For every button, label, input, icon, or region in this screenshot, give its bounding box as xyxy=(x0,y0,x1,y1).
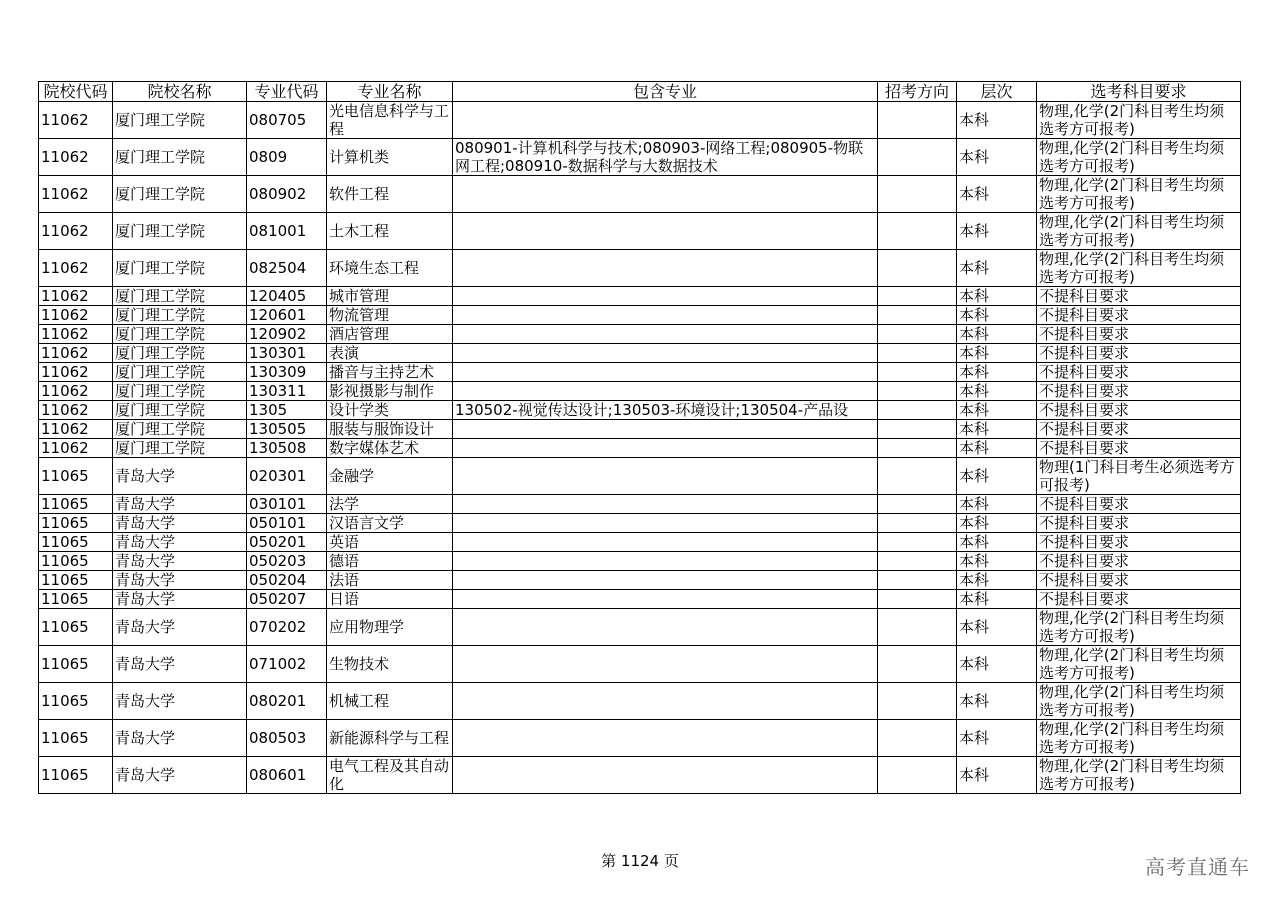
cell-school-name: 青岛大学 xyxy=(113,609,247,646)
cell-school-name: 青岛大学 xyxy=(113,571,247,590)
cell-major-name: 电气工程及其自动化 xyxy=(327,757,453,794)
cell-school-code: 11065 xyxy=(39,458,113,495)
table-row xyxy=(39,514,1241,533)
cell-school-code: 11065 xyxy=(39,495,113,514)
cell-level: 本科 xyxy=(957,439,1037,458)
cell-major-name: 光电信息科学与工程 xyxy=(327,102,453,139)
cell-subject-requirement: 不提科目要求 xyxy=(1037,571,1241,590)
cell-included-majors xyxy=(453,363,878,382)
cell-included-majors xyxy=(453,757,878,794)
cell-school-name: 青岛大学 xyxy=(113,533,247,552)
table-row xyxy=(39,646,1241,683)
cell-level: 本科 xyxy=(957,363,1037,382)
cell-major-name: 日语 xyxy=(327,590,453,609)
cell-major-code: 030101 xyxy=(247,495,327,514)
cell-school-code: 11065 xyxy=(39,646,113,683)
cell-school-name: 青岛大学 xyxy=(113,552,247,571)
cell-included-majors xyxy=(453,420,878,439)
cell-level: 本科 xyxy=(957,344,1037,363)
table-row xyxy=(39,139,1241,176)
cell-major-name: 设计学类 xyxy=(327,401,453,420)
cell-included-majors xyxy=(453,590,878,609)
cell-included-majors xyxy=(453,344,878,363)
cell-subject-requirement: 不提科目要求 xyxy=(1037,287,1241,306)
header-major-code: 专业代码 xyxy=(247,82,327,102)
cell-included-majors xyxy=(453,250,878,287)
cell-direction xyxy=(878,382,957,401)
cell-major-name: 应用物理学 xyxy=(327,609,453,646)
header-school-code: 院校代码 xyxy=(39,82,113,102)
cell-direction xyxy=(878,533,957,552)
cell-school-code: 11062 xyxy=(39,344,113,363)
cell-direction xyxy=(878,609,957,646)
cell-included-majors xyxy=(453,720,878,757)
cell-included-majors xyxy=(453,306,878,325)
cell-subject-requirement: 物理,化学(2门科目考生均须选考方可报考) xyxy=(1037,139,1241,176)
cell-level: 本科 xyxy=(957,571,1037,590)
table-row xyxy=(39,363,1241,382)
cell-major-code: 050201 xyxy=(247,533,327,552)
cell-subject-requirement: 不提科目要求 xyxy=(1037,533,1241,552)
cell-school-name: 厦门理工学院 xyxy=(113,382,247,401)
cell-direction xyxy=(878,571,957,590)
cell-direction xyxy=(878,552,957,571)
cell-school-code: 11062 xyxy=(39,439,113,458)
cell-school-code: 11062 xyxy=(39,102,113,139)
table-row xyxy=(39,590,1241,609)
cell-level: 本科 xyxy=(957,382,1037,401)
cell-major-code: 130301 xyxy=(247,344,327,363)
cell-level: 本科 xyxy=(957,514,1037,533)
cell-subject-requirement: 不提科目要求 xyxy=(1037,590,1241,609)
cell-included-majors xyxy=(453,439,878,458)
table-row xyxy=(39,250,1241,287)
cell-included-majors xyxy=(453,533,878,552)
cell-level: 本科 xyxy=(957,683,1037,720)
cell-level: 本科 xyxy=(957,646,1037,683)
cell-school-name: 厦门理工学院 xyxy=(113,401,247,420)
cell-major-code: 081001 xyxy=(247,213,327,250)
cell-direction xyxy=(878,720,957,757)
cell-major-code: 080201 xyxy=(247,683,327,720)
cell-included-majors xyxy=(453,325,878,344)
cell-level: 本科 xyxy=(957,495,1037,514)
cell-subject-requirement: 物理,化学(2门科目考生均须选考方可报考) xyxy=(1037,102,1241,139)
cell-major-name: 机械工程 xyxy=(327,683,453,720)
cell-school-code: 11062 xyxy=(39,287,113,306)
cell-school-code: 11065 xyxy=(39,683,113,720)
cell-school-code: 11062 xyxy=(39,363,113,382)
header-school-name: 院校名称 xyxy=(113,82,247,102)
cell-major-code: 120601 xyxy=(247,306,327,325)
cell-school-name: 厦门理工学院 xyxy=(113,250,247,287)
cell-school-code: 11065 xyxy=(39,757,113,794)
cell-included-majors xyxy=(453,609,878,646)
cell-school-name: 厦门理工学院 xyxy=(113,363,247,382)
table-row xyxy=(39,683,1241,720)
cell-major-code: 050203 xyxy=(247,552,327,571)
cell-direction xyxy=(878,401,957,420)
table-row xyxy=(39,213,1241,250)
cell-school-name: 青岛大学 xyxy=(113,458,247,495)
cell-major-name: 土木工程 xyxy=(327,213,453,250)
cell-major-code: 120902 xyxy=(247,325,327,344)
cell-subject-requirement: 物理,化学(2门科目考生均须选考方可报考) xyxy=(1037,609,1241,646)
cell-subject-requirement: 物理(1门科目考生必须选考方可报考) xyxy=(1037,458,1241,495)
header-row xyxy=(39,82,1241,102)
table-row xyxy=(39,401,1241,420)
cell-school-code: 11062 xyxy=(39,213,113,250)
cell-school-code: 11062 xyxy=(39,401,113,420)
cell-level: 本科 xyxy=(957,458,1037,495)
cell-school-code: 11065 xyxy=(39,533,113,552)
cell-included-majors xyxy=(453,552,878,571)
cell-subject-requirement: 不提科目要求 xyxy=(1037,495,1241,514)
table-row xyxy=(39,552,1241,571)
cell-school-name: 青岛大学 xyxy=(113,646,247,683)
cell-level: 本科 xyxy=(957,325,1037,344)
table-row xyxy=(39,382,1241,401)
cell-major-name: 影视摄影与制作 xyxy=(327,382,453,401)
cell-major-code: 1305 xyxy=(247,401,327,420)
cell-subject-requirement: 物理,化学(2门科目考生均须选考方可报考) xyxy=(1037,683,1241,720)
cell-subject-requirement: 物理,化学(2门科目考生均须选考方可报考) xyxy=(1037,646,1241,683)
cell-school-code: 11062 xyxy=(39,306,113,325)
cell-direction xyxy=(878,590,957,609)
cell-major-code: 120405 xyxy=(247,287,327,306)
table-row xyxy=(39,495,1241,514)
cell-major-code: 070202 xyxy=(247,609,327,646)
cell-school-name: 厦门理工学院 xyxy=(113,176,247,213)
cell-major-code: 080601 xyxy=(247,757,327,794)
cell-major-code: 050204 xyxy=(247,571,327,590)
cell-school-name: 厦门理工学院 xyxy=(113,325,247,344)
cell-major-code: 080902 xyxy=(247,176,327,213)
cell-major-name: 服装与服饰设计 xyxy=(327,420,453,439)
cell-school-code: 11062 xyxy=(39,325,113,344)
cell-level: 本科 xyxy=(957,250,1037,287)
cell-subject-requirement: 物理,化学(2门科目考生均须选考方可报考) xyxy=(1037,213,1241,250)
cell-level: 本科 xyxy=(957,287,1037,306)
cell-major-code: 080705 xyxy=(247,102,327,139)
cell-direction xyxy=(878,683,957,720)
cell-included-majors xyxy=(453,646,878,683)
cell-level: 本科 xyxy=(957,401,1037,420)
cell-subject-requirement: 不提科目要求 xyxy=(1037,439,1241,458)
cell-major-name: 物流管理 xyxy=(327,306,453,325)
cell-direction xyxy=(878,250,957,287)
cell-direction xyxy=(878,306,957,325)
cell-school-name: 厦门理工学院 xyxy=(113,306,247,325)
cell-school-name: 青岛大学 xyxy=(113,683,247,720)
cell-included-majors xyxy=(453,571,878,590)
cell-school-code: 11062 xyxy=(39,139,113,176)
cell-subject-requirement: 不提科目要求 xyxy=(1037,401,1241,420)
page-number: 第 1124 页 xyxy=(601,852,679,870)
table-row xyxy=(39,533,1241,552)
cell-direction xyxy=(878,176,957,213)
cell-major-code: 130508 xyxy=(247,439,327,458)
cell-major-name: 计算机类 xyxy=(327,139,453,176)
cell-school-code: 11065 xyxy=(39,609,113,646)
cell-major-name: 新能源科学与工程 xyxy=(327,720,453,757)
cell-level: 本科 xyxy=(957,306,1037,325)
header-direction: 招考方向 xyxy=(878,82,957,102)
cell-major-code: 071002 xyxy=(247,646,327,683)
cell-school-code: 11065 xyxy=(39,590,113,609)
cell-direction xyxy=(878,458,957,495)
cell-school-name: 厦门理工学院 xyxy=(113,420,247,439)
cell-major-code: 080503 xyxy=(247,720,327,757)
cell-school-code: 11062 xyxy=(39,420,113,439)
cell-included-majors xyxy=(453,458,878,495)
cell-school-name: 青岛大学 xyxy=(113,590,247,609)
cell-school-code: 11065 xyxy=(39,514,113,533)
cell-subject-requirement: 不提科目要求 xyxy=(1037,552,1241,571)
cell-level: 本科 xyxy=(957,609,1037,646)
table-row xyxy=(39,439,1241,458)
cell-school-name: 厦门理工学院 xyxy=(113,213,247,250)
table-row xyxy=(39,571,1241,590)
cell-included-majors: 130502-视觉传达设计;130503-环境设计;130504-产品设 xyxy=(453,401,878,420)
cell-subject-requirement: 不提科目要求 xyxy=(1037,514,1241,533)
cell-school-name: 青岛大学 xyxy=(113,757,247,794)
cell-major-name: 播音与主持艺术 xyxy=(327,363,453,382)
cell-direction xyxy=(878,344,957,363)
cell-included-majors xyxy=(453,176,878,213)
cell-direction xyxy=(878,213,957,250)
cell-major-name: 城市管理 xyxy=(327,287,453,306)
cell-included-majors xyxy=(453,287,878,306)
cell-level: 本科 xyxy=(957,533,1037,552)
cell-direction xyxy=(878,439,957,458)
cell-major-name: 环境生态工程 xyxy=(327,250,453,287)
cell-subject-requirement: 不提科目要求 xyxy=(1037,344,1241,363)
cell-level: 本科 xyxy=(957,176,1037,213)
cell-subject-requirement: 物理,化学(2门科目考生均须选考方可报考) xyxy=(1037,176,1241,213)
cell-major-code: 050207 xyxy=(247,590,327,609)
cell-included-majors xyxy=(453,382,878,401)
cell-school-name: 厦门理工学院 xyxy=(113,439,247,458)
table-row xyxy=(39,176,1241,213)
cell-direction xyxy=(878,287,957,306)
cell-level: 本科 xyxy=(957,757,1037,794)
cell-major-name: 酒店管理 xyxy=(327,325,453,344)
cell-direction xyxy=(878,325,957,344)
cell-included-majors: 080901-计算机科学与技术;080903-网络工程;080905-物联网工程;080910-数据科学与大数据技术 xyxy=(453,139,878,176)
header-included-majors: 包含专业 xyxy=(453,82,878,102)
table-row xyxy=(39,420,1241,439)
cell-included-majors xyxy=(453,495,878,514)
cell-level: 本科 xyxy=(957,720,1037,757)
cell-major-code: 0809 xyxy=(247,139,327,176)
cell-level: 本科 xyxy=(957,139,1037,176)
cell-included-majors xyxy=(453,102,878,139)
cell-school-name: 青岛大学 xyxy=(113,720,247,757)
cell-major-code: 130309 xyxy=(247,363,327,382)
cell-major-code: 050101 xyxy=(247,514,327,533)
cell-school-code: 11062 xyxy=(39,250,113,287)
cell-school-code: 11065 xyxy=(39,720,113,757)
table-row xyxy=(39,458,1241,495)
cell-major-name: 数字媒体艺术 xyxy=(327,439,453,458)
cell-school-name: 厦门理工学院 xyxy=(113,287,247,306)
header-major-name: 专业名称 xyxy=(327,82,453,102)
cell-included-majors xyxy=(453,683,878,720)
cell-major-name: 金融学 xyxy=(327,458,453,495)
cell-school-name: 厦门理工学院 xyxy=(113,102,247,139)
cell-direction xyxy=(878,757,957,794)
cell-major-name: 法语 xyxy=(327,571,453,590)
cell-subject-requirement: 不提科目要求 xyxy=(1037,325,1241,344)
cell-direction xyxy=(878,363,957,382)
cell-major-code: 130311 xyxy=(247,382,327,401)
table-row xyxy=(39,720,1241,757)
cell-school-name: 青岛大学 xyxy=(113,495,247,514)
cell-level: 本科 xyxy=(957,420,1037,439)
cell-subject-requirement: 物理,化学(2门科目考生均须选考方可报考) xyxy=(1037,757,1241,794)
cell-major-code: 130505 xyxy=(247,420,327,439)
cell-subject-requirement: 不提科目要求 xyxy=(1037,420,1241,439)
cell-level: 本科 xyxy=(957,213,1037,250)
cell-major-name: 生物技术 xyxy=(327,646,453,683)
cell-direction xyxy=(878,495,957,514)
cell-direction xyxy=(878,646,957,683)
cell-subject-requirement: 不提科目要求 xyxy=(1037,382,1241,401)
cell-major-name: 德语 xyxy=(327,552,453,571)
cell-major-name: 汉语言文学 xyxy=(327,514,453,533)
cell-school-code: 11065 xyxy=(39,552,113,571)
table-row xyxy=(39,757,1241,794)
cell-major-name: 表演 xyxy=(327,344,453,363)
cell-subject-requirement: 物理,化学(2门科目考生均须选考方可报考) xyxy=(1037,720,1241,757)
cell-major-code: 082504 xyxy=(247,250,327,287)
cell-major-name: 法学 xyxy=(327,495,453,514)
header-level: 层次 xyxy=(957,82,1037,102)
cell-major-name: 软件工程 xyxy=(327,176,453,213)
table-body xyxy=(39,102,1241,794)
cell-level: 本科 xyxy=(957,102,1037,139)
cell-subject-requirement: 物理,化学(2门科目考生均须选考方可报考) xyxy=(1037,250,1241,287)
cell-direction xyxy=(878,102,957,139)
cell-school-code: 11065 xyxy=(39,571,113,590)
cell-school-code: 11062 xyxy=(39,382,113,401)
cell-level: 本科 xyxy=(957,590,1037,609)
cell-school-name: 厦门理工学院 xyxy=(113,344,247,363)
cell-direction xyxy=(878,139,957,176)
cell-subject-requirement: 不提科目要求 xyxy=(1037,306,1241,325)
enrollment-table xyxy=(38,81,1241,794)
table-row xyxy=(39,325,1241,344)
table-row xyxy=(39,344,1241,363)
cell-included-majors xyxy=(453,213,878,250)
watermark: 高考直通车 xyxy=(1145,855,1250,879)
cell-subject-requirement: 不提科目要求 xyxy=(1037,363,1241,382)
table-row xyxy=(39,306,1241,325)
cell-direction xyxy=(878,420,957,439)
header-subject-requirement: 选考科目要求 xyxy=(1037,82,1241,102)
cell-school-name: 青岛大学 xyxy=(113,514,247,533)
table-row xyxy=(39,287,1241,306)
cell-direction xyxy=(878,514,957,533)
cell-major-name: 英语 xyxy=(327,533,453,552)
cell-major-code: 020301 xyxy=(247,458,327,495)
cell-level: 本科 xyxy=(957,552,1037,571)
table-row xyxy=(39,102,1241,139)
cell-school-name: 厦门理工学院 xyxy=(113,139,247,176)
cell-school-code: 11062 xyxy=(39,176,113,213)
cell-included-majors xyxy=(453,514,878,533)
table-row xyxy=(39,609,1241,646)
